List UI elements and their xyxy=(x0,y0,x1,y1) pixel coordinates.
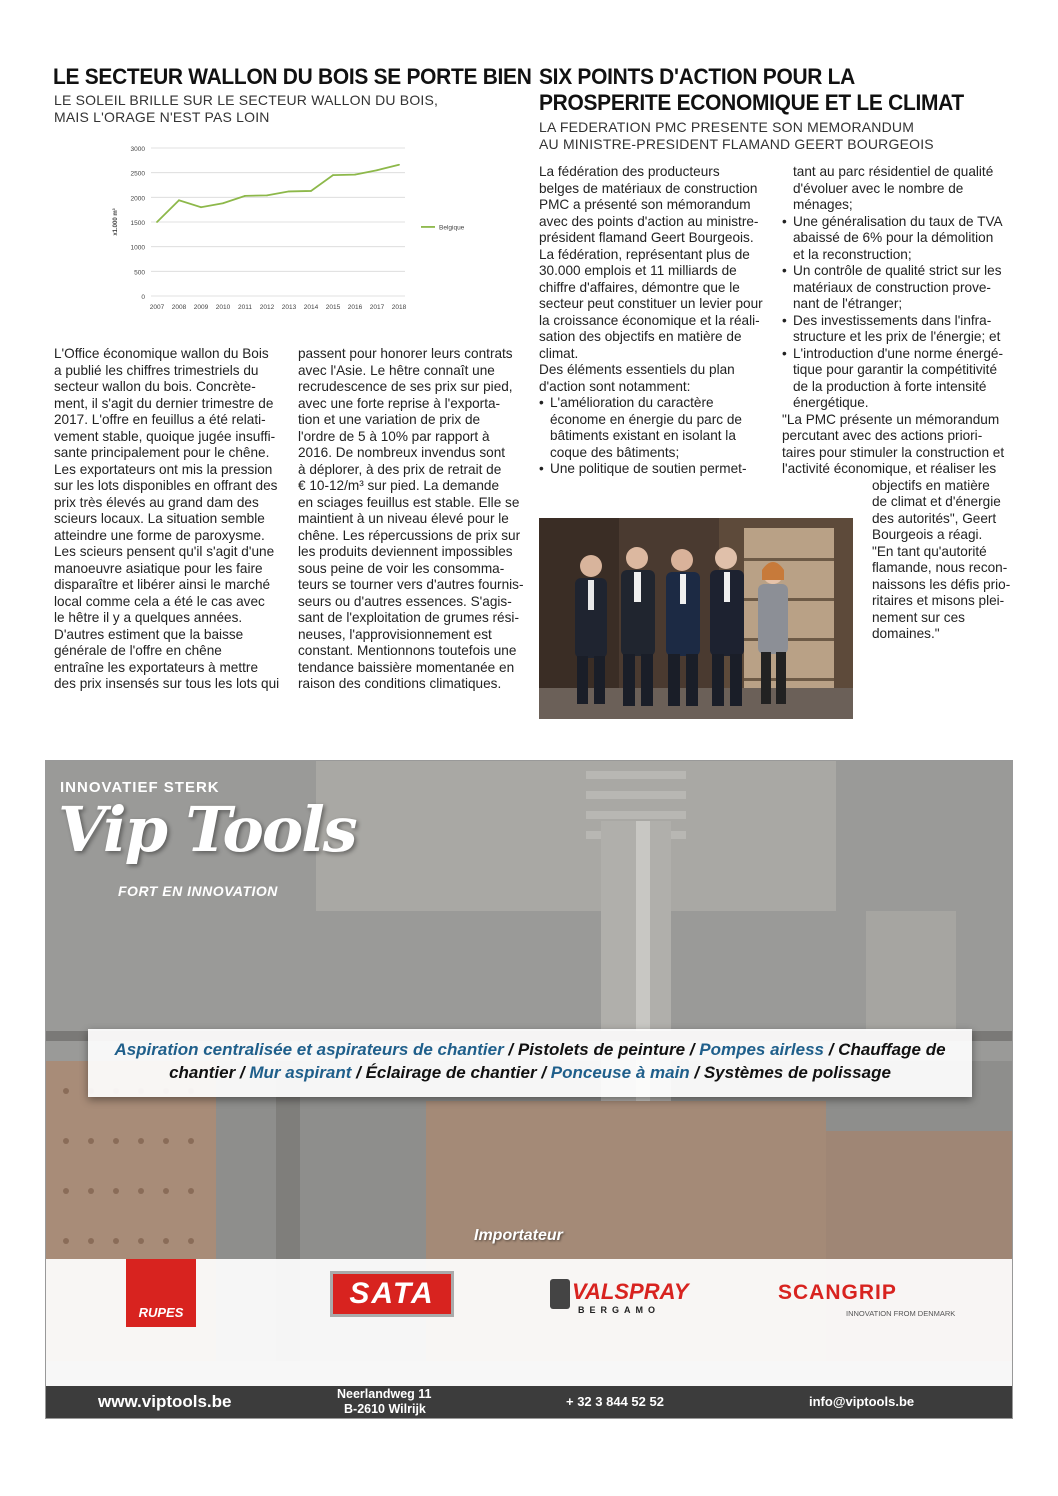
product-item: / xyxy=(235,1063,250,1082)
product-item: Aspiration centralisée et aspirateurs de chantier xyxy=(114,1040,504,1059)
article1-column-2 xyxy=(298,346,530,693)
y-tick-label: 2000 xyxy=(130,195,145,203)
x-tick-label: 2018 xyxy=(391,304,407,311)
y-axis-label: x1.000 m³ xyxy=(113,208,119,236)
article2-column-1 xyxy=(539,164,767,478)
scangrip-logo-subtext: INNOVATION FROM DENMARK xyxy=(846,1309,956,1318)
data-point xyxy=(310,190,312,192)
rupes-logo-text: RUPES xyxy=(138,1305,184,1320)
sata-logo[interactable] xyxy=(330,1271,454,1317)
product-item: / xyxy=(689,1063,704,1082)
x-tick-label: 2013 xyxy=(281,304,297,311)
x-tick-label: 2009 xyxy=(193,304,209,311)
data-point xyxy=(244,195,246,197)
article2-quote-narrow: objectifs en matière de climat et d'énergie des autorités", Geert Bourgeois a réagi. "En tant qu'autorité flamande, nous recon- naissons les défis prio- ritaires et misons plei- nement sur ces domaines." xyxy=(872,477,1011,641)
list-item: • Des investissements dans l'infra- structure et les prix de l'énergie; et xyxy=(782,313,1014,346)
x-tick-label: 2008 xyxy=(171,304,187,311)
data-point xyxy=(376,169,378,171)
legend-label: Belgique xyxy=(439,224,465,232)
ad-tagline: FORT EN INNOVATION xyxy=(118,883,278,899)
viptools-advertisement[interactable] xyxy=(45,760,1013,1419)
x-tick-label: 2007 xyxy=(149,304,165,311)
product-item: Mur aspirant xyxy=(249,1063,352,1082)
group-photo xyxy=(539,518,853,719)
x-tick-label: 2012 xyxy=(259,304,275,311)
data-point xyxy=(156,221,158,223)
x-tick-label: 2011 xyxy=(238,304,252,311)
y-tick-label: 1000 xyxy=(130,244,145,252)
wood-volume-chart xyxy=(105,140,485,320)
group-photo-illustration xyxy=(539,518,853,719)
list-item: • L'amélioration du caractère économe en énergie du parc de bâtiments existant en isolant la coque des bâtiments; xyxy=(539,395,767,461)
product-item: / xyxy=(536,1063,551,1082)
article2-quote-wide: "La PMC présente un mémorandum percutant avec des actions priori- taires pour stimuler la construction et l'activité économique, et réaliser les xyxy=(782,411,1005,476)
valspray-logo-text: VALSPRAY xyxy=(572,1279,689,1304)
data-point xyxy=(200,206,202,208)
valspray-logo-subtext: BERGAMO xyxy=(578,1305,660,1315)
product-item: / xyxy=(503,1040,518,1059)
article2-subhead-line2: AU MINISTRE-PRESIDENT FLAMAND GEERT BOURGEOIS xyxy=(539,136,934,152)
y-tick-label: 0 xyxy=(141,294,145,301)
article1-headline: LE SECTEUR WALLON DU BOIS SE PORTE BIEN xyxy=(53,64,532,89)
series-line xyxy=(157,165,399,222)
address-line1: Neerlandweg 11 xyxy=(337,1387,432,1401)
website-link[interactable]: www.viptools.be xyxy=(98,1392,232,1411)
product-item: Pompes airless xyxy=(699,1040,824,1059)
x-tick-label: 2010 xyxy=(215,304,231,311)
product-item: Ponceuse à main xyxy=(550,1063,690,1082)
x-tick-label: 2016 xyxy=(347,304,363,311)
ad-brand-small: INNOVATIEF STERK xyxy=(60,779,220,796)
x-tick-label: 2014 xyxy=(303,304,319,311)
article1-subhead-line1: LE SOLEIL BRILLE SUR LE SECTEUR WALLON DU BOIS, xyxy=(54,92,439,108)
sata-logo-text: SATA xyxy=(349,1277,435,1310)
product-item: / xyxy=(685,1040,700,1059)
phone-number[interactable]: + 32 3 844 52 52 xyxy=(566,1394,664,1409)
email-link[interactable]: info@viptools.be xyxy=(809,1394,915,1409)
y-tick-label: 2500 xyxy=(130,170,145,178)
product-item: Éclairage de chantier xyxy=(365,1063,537,1082)
product-item: Pistolets de peinture xyxy=(517,1040,686,1059)
product-list-banner xyxy=(88,1029,972,1097)
x-tick-label: 2017 xyxy=(369,304,385,311)
article1-subhead-line2: MAIS L'ORAGE N'EST PAS LOIN xyxy=(54,109,270,125)
y-tick-label: 500 xyxy=(134,269,145,277)
product-item: / xyxy=(824,1040,839,1059)
spray-gun-icon xyxy=(550,1279,570,1309)
y-tick-label: 1500 xyxy=(130,220,145,227)
article2-col2-bullets xyxy=(782,214,1014,412)
rupes-logo[interactable] xyxy=(126,1259,196,1327)
product-list xyxy=(114,1040,945,1082)
list-item: • Une généralisation du taux de TVA abaissé de 6% pour la démolition et la reconstruction; xyxy=(782,214,1014,264)
product-item: / xyxy=(351,1063,366,1082)
article2-headline-line2: PROSPERITE ECONOMIQUE ET LE CLIMAT xyxy=(539,90,964,115)
brand-logos-strip xyxy=(46,1259,1012,1387)
data-point xyxy=(398,164,400,166)
y-tick-label: 3000 xyxy=(130,146,145,153)
scangrip-logo[interactable] xyxy=(778,1281,958,1325)
list-item: • L'introduction d'une norme énergé- tique pour garantir la compétitivité de la production à forte intensité énergétique. xyxy=(782,346,1014,412)
data-point xyxy=(354,174,356,176)
valspray-logo[interactable] xyxy=(548,1271,689,1321)
article2-subhead-line1: LA FEDERATION PMC PRESENTE SON MEMORANDUM xyxy=(539,119,915,135)
scangrip-logo-text: SCANGRIP xyxy=(778,1281,897,1304)
data-point xyxy=(288,191,290,193)
article2-col1-intro: La fédération des producteurs belges de matériaux de construction PMC a présenté son mémorandum avec des points d'action au ministre- président flamand Geert Bourgeois. La fédération, représentant plus de 30.000 emplois et 11 milliards de chiffre d'affaires, démontre que le secteur peut constituer un levier pour la croissance économique et la réali- sation des objectifs en matière de climat. Des éléments essentiels du plan d'action sont notamment: xyxy=(539,164,763,394)
article2-headline-line1: SIX POINTS D'ACTION POUR LA xyxy=(539,64,855,89)
article1-col2-text: passent pour honorer leurs contrats avec l'Asie. Le hêtre connaît une recrudescence de ses prix sur pied, avec une forte reprise à l'exporta- tion et une variation de prix de l'ordre de 5 à 10% par rapport à 2016. De nombreux invendus sont à déplorer, à des prix de retrait de € 10-12/m³ sur pied. La demande en sciages feuillus est stable. Elle se maintient à un niveau élevé pour le chêne. Les répercussions de prix sur les produits deviennent impossibles sous peine de voir les consomma- teurs se tourner vers d'autres fournis- seurs ou d'autres essences. S'agis- sant de l'exploitation de grumes rési- neuses, l'approvisionnement est constant. Mentionnons toutefois une tendance baissière momentanée en raison des conditions climatiques. xyxy=(298,346,524,691)
viptools-logo: Vip Tools xyxy=(58,793,356,866)
article1-column-1 xyxy=(54,346,284,693)
product-item: Chauffage de chantier xyxy=(169,1040,946,1082)
data-point xyxy=(222,202,224,204)
address-line2: B-2610 Wilrijk xyxy=(344,1402,426,1416)
article1-col1-text: L'Office économique wallon du Bois a publié les chiffres trimestriels du secteur wallon du bois. Concrète- ment, il s'agit du dernier trimestre de 2017. L'offre en feuillus a été relati- vement stable, quoique jugée insuffi- sante principalement pour le chêne. Les exportateurs ont mis la pression sur les lots disponibles en offrant des prix très élevés au grand dam des scieurs locaux. La situation semble atteindre une forme de paroxysme. Les scieurs pensent qu'il s'agit d'une manoeuvre asiatique pour les faire disparaître et libérer ainsi le marché local comme cela a été le cas avec le hêtre il y a quelques années. D'autres estiment que la baisse générale de l'offre en chêne entraîne les exportateurs à mettre des prix insensés sur tous les lots qui xyxy=(54,346,280,691)
ad-contact-footer xyxy=(46,1386,1012,1418)
list-item: • Une politique de soutien permet- xyxy=(539,461,767,478)
data-point xyxy=(332,174,334,176)
article2-col1-bullets xyxy=(539,395,767,478)
data-point xyxy=(178,199,180,201)
x-tick-label: 2015 xyxy=(325,304,341,311)
list-item: • Un contrôle de qualité strict sur les matériaux de construction prove- nant de l'étranger; xyxy=(782,263,1014,313)
importer-label: Importateur xyxy=(474,1227,563,1244)
product-item: Systèmes de polissage xyxy=(703,1063,891,1082)
article2-col2-intro: tant au parc résidentiel de qualité d'évoluer avec le nombre de ménages; xyxy=(793,164,994,212)
data-point xyxy=(266,194,268,196)
